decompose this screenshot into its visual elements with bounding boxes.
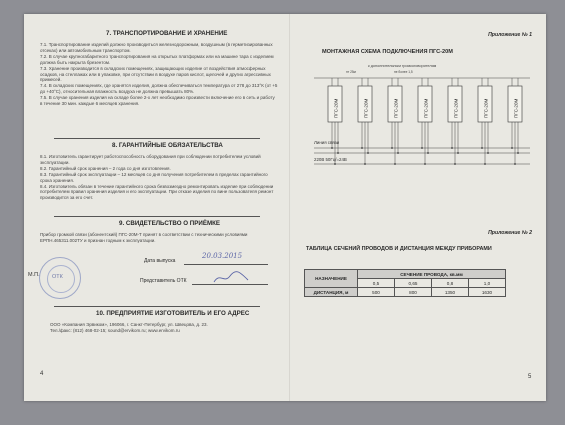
dimension-label: не более 1,5 — [394, 70, 413, 74]
row-label-distance: ДИСТАНЦИЯ, м — [305, 288, 358, 297]
power-label: 220В 50Гц/=24В — [314, 157, 347, 162]
appendix-1-label: Приложение № 1 — [488, 32, 532, 38]
wire-section-table — [304, 269, 506, 297]
page-number-left: 4 — [40, 371, 44, 377]
section-7-text: 7.1. Транспортирование изделий должно производиться железнодорожным, воздушным (в герметизированных отсеках) или автомобильным транспортом. 7.2. В случае крупногабаритного транспортирования на открытых платформах или на машине тара с изделием должна быть накрыта брезентом. 7.3. Хранение производится в складских помещениях, защищающих изделие от воздействия атмосферных осадков, на стеллажах или в упаковке, при отсутствии в воздухе паров кислот, щелочей и других агрессивных примесей. 7.4. В складских помещениях, где хранятся изделия, должна обеспечиваться температура от 278 до 313°К (от +5 до +40°С), относительная влажность воздуха не должна превышать 80%. 7.5. В случае хранения изделия на складе более 2-х лет необходимо произвести включение его в сеть и работу в течение 30 мин. каждые 6 месяцев хранения. — [40, 42, 278, 107]
distance-cell: 500 — [358, 288, 395, 297]
device-label: ПГС-20М — [333, 98, 339, 118]
table-row — [305, 270, 506, 279]
device-label: ПГС-20М — [453, 98, 459, 118]
device-label: ПГС-20М — [513, 98, 519, 118]
release-date-line — [184, 264, 268, 265]
section-7-title: 7. ТРАНСПОРТИРОВАНИЕ И ХРАНЕНИЕ — [106, 30, 228, 37]
stamp-label: М.П. — [28, 272, 40, 278]
section-8-text: 8.1. Изготовитель гарантирует работоспособность оборудования при соблюдении потребителем условий эксплуатации. 8.2. Гарантийный срок хранения – 2 года со дня изготовления. 8.3. Гарантийный срок эксплуатации – 12 месяцев со дня получения потребителем в пределах гарантийного срока хранения. 8.4. Изготовитель обязан в течение гарантийного срока безвозмездно ремонтировать изделие при соблюдении потребителем правил хранения изделия и его эксплуатации. При отказе изделия по вине пользователя ремонт производится за его счет. — [40, 154, 274, 201]
section-10-text: ООО «Компания Эрвиком», 196066, г. Санкт-Петербург, ул. Швецова, д. 23. Тел./факс: (812) 468-02-15; sound@ervikom.ru; www.ervikom.ru — [50, 322, 208, 333]
header-section: СЕЧЕНИЕ ПРОВОДА, кв.мм — [358, 270, 506, 279]
otk-representative-label: Представитель ОТК — [140, 278, 187, 284]
wiring-diagram — [298, 58, 542, 168]
section-cell: 0,65 — [395, 279, 432, 288]
table-row — [305, 288, 506, 297]
scheme-title: МОНТАЖНАЯ СХЕМА ПОДКЛЮЧЕНИЯ ПГС-20М — [322, 49, 453, 55]
section-cell: 0,5 — [358, 279, 395, 288]
right-page — [290, 14, 546, 401]
left-page — [24, 14, 290, 401]
release-date-value: 20.03.2015 — [202, 252, 243, 260]
device-label: ПГС-20М — [423, 98, 429, 118]
section-10-title: 10. ПРЕДПРИЯТИЕ ИЗГОТОВИТЕЛЬ И ЕГО АДРЕС — [96, 310, 250, 317]
device-group — [328, 78, 522, 165]
booklet — [24, 14, 546, 401]
divider — [54, 216, 260, 217]
section-cell: 0,8 — [432, 279, 469, 288]
stamp-text: ОТК — [52, 274, 63, 280]
section-8-title: 8. ГАРАНТИЙНЫЕ ОБЯЗАТЕЛЬСТВА — [112, 142, 223, 149]
device-label: ПГС-20М — [363, 98, 369, 118]
release-date-label: Дата выпуска — [144, 258, 176, 264]
section-cell: 1,0 — [469, 279, 506, 288]
appendix-2-label: Приложение № 2 — [488, 230, 532, 236]
dimension-label-2: пт 25м — [346, 70, 356, 74]
device-label: ПГС-20М — [483, 98, 489, 118]
distance-cell: 800 — [395, 288, 432, 297]
divider — [54, 138, 260, 139]
legend-text: к дополнительным громкоговорителям — [368, 64, 437, 68]
distance-cell: 1630 — [469, 288, 506, 297]
header-purpose: НАЗНАЧЕНИЕ — [305, 270, 358, 288]
line-label: Линия связи — [314, 140, 340, 145]
page-number-right: 5 — [528, 374, 532, 380]
section-9-title: 9. СВИДЕТЕЛЬСТВО О ПРИЁМКЕ — [119, 220, 221, 227]
distance-cell: 1350 — [432, 288, 469, 297]
otk-signature — [212, 270, 252, 286]
divider — [54, 306, 260, 307]
table-title: ТАБЛИЦА СЕЧЕНИЙ ПРОВОДОВ И ДИСТАНЦИЯ МЕЖДУ ПРИБОРАМИ — [306, 246, 492, 252]
otk-stamp — [28, 257, 81, 299]
section-9-text: Прибор громкой связи (абонентский) ПГС-20М-Т принят в соответствии с техническими условиями ЕРПН.465311.002ТУ и признан годным к эксплуатации. — [40, 232, 248, 243]
device-label: ПГС-20М — [393, 98, 399, 118]
